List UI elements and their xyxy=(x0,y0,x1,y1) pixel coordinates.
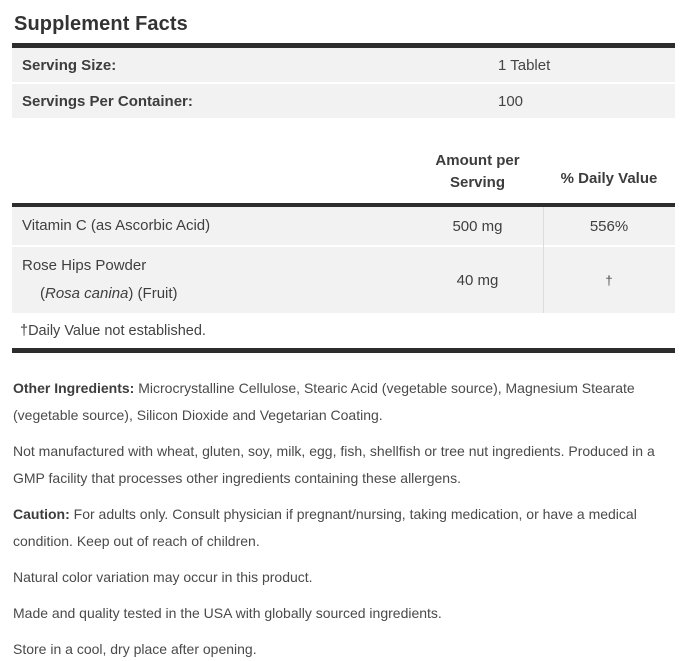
supplement-facts-panel xyxy=(12,0,675,661)
other-ingredients-label: Other Ingredients: xyxy=(13,380,135,396)
serving-size-row xyxy=(12,48,675,82)
daily-value-header: % Daily Value xyxy=(560,170,658,187)
color-variation-note: Natural color variation may occur in this product. xyxy=(13,569,313,585)
botanical-name: Rosa canina xyxy=(45,285,129,302)
column-divider-line xyxy=(543,207,544,313)
nutrient-name-line1: Rose Hips Powder xyxy=(22,257,147,274)
caution-paragraph: Caution: For adults only. Consult physician if pregnant/nursing, taking medication, or have a medical condition. Keep out of reach of children. xyxy=(13,506,637,549)
nutrient-amount: 40 mg xyxy=(456,271,499,289)
caution-label: Caution: xyxy=(13,506,70,522)
nutrient-name: Vitamin C (as Ascorbic Acid) xyxy=(22,217,211,234)
serving-size-value: 1 Tablet xyxy=(498,56,551,74)
nutrient-amount: 500 mg xyxy=(452,217,503,235)
serving-info-section xyxy=(12,48,675,118)
nutrient-daily-value: 556% xyxy=(589,217,629,235)
table-row xyxy=(12,247,675,313)
supplement-facts-title: Supplement Facts xyxy=(14,13,188,35)
other-ingredients-paragraph: Other Ingredients: Microcrystalline Cellulose, Stearic Acid (vegetable source), Magnesium Stearate (vegetable source), Silicon Dioxide and Vegetarian Coating. xyxy=(13,380,635,423)
serving-size-label: Serving Size: xyxy=(22,56,117,74)
servings-per-container-value: 100 xyxy=(498,92,524,110)
nutrient-daily-value: † xyxy=(605,272,613,288)
servings-per-container-label: Servings Per Container: xyxy=(22,92,193,110)
nutrient-name xyxy=(12,252,412,308)
servings-per-container-row xyxy=(12,84,675,118)
amount-header-line1: Amount per xyxy=(435,152,520,169)
supplement-details-text xyxy=(12,353,675,661)
amount-header-line2: Serving xyxy=(449,174,506,191)
amount-per-serving-header xyxy=(412,150,543,203)
nutrient-rows xyxy=(12,207,675,313)
nutrition-column-headers xyxy=(12,118,675,203)
made-in-note: Made and quality tested in the USA with globally sourced ingredients. xyxy=(13,605,442,621)
allergen-statement: Not manufactured with wheat, gluten, soy, milk, egg, fish, shellfish or tree nut ingredients. Produced in a GMP facility that processes other ingredients containing these allergens. xyxy=(13,443,655,486)
storage-note: Store in a cool, dry place after opening. xyxy=(13,641,257,657)
nutrient-name-line2: (Rosa canina) (Fruit) xyxy=(40,285,178,302)
table-row xyxy=(12,207,675,245)
daily-value-footnote: †Daily Value not established. xyxy=(12,313,675,348)
